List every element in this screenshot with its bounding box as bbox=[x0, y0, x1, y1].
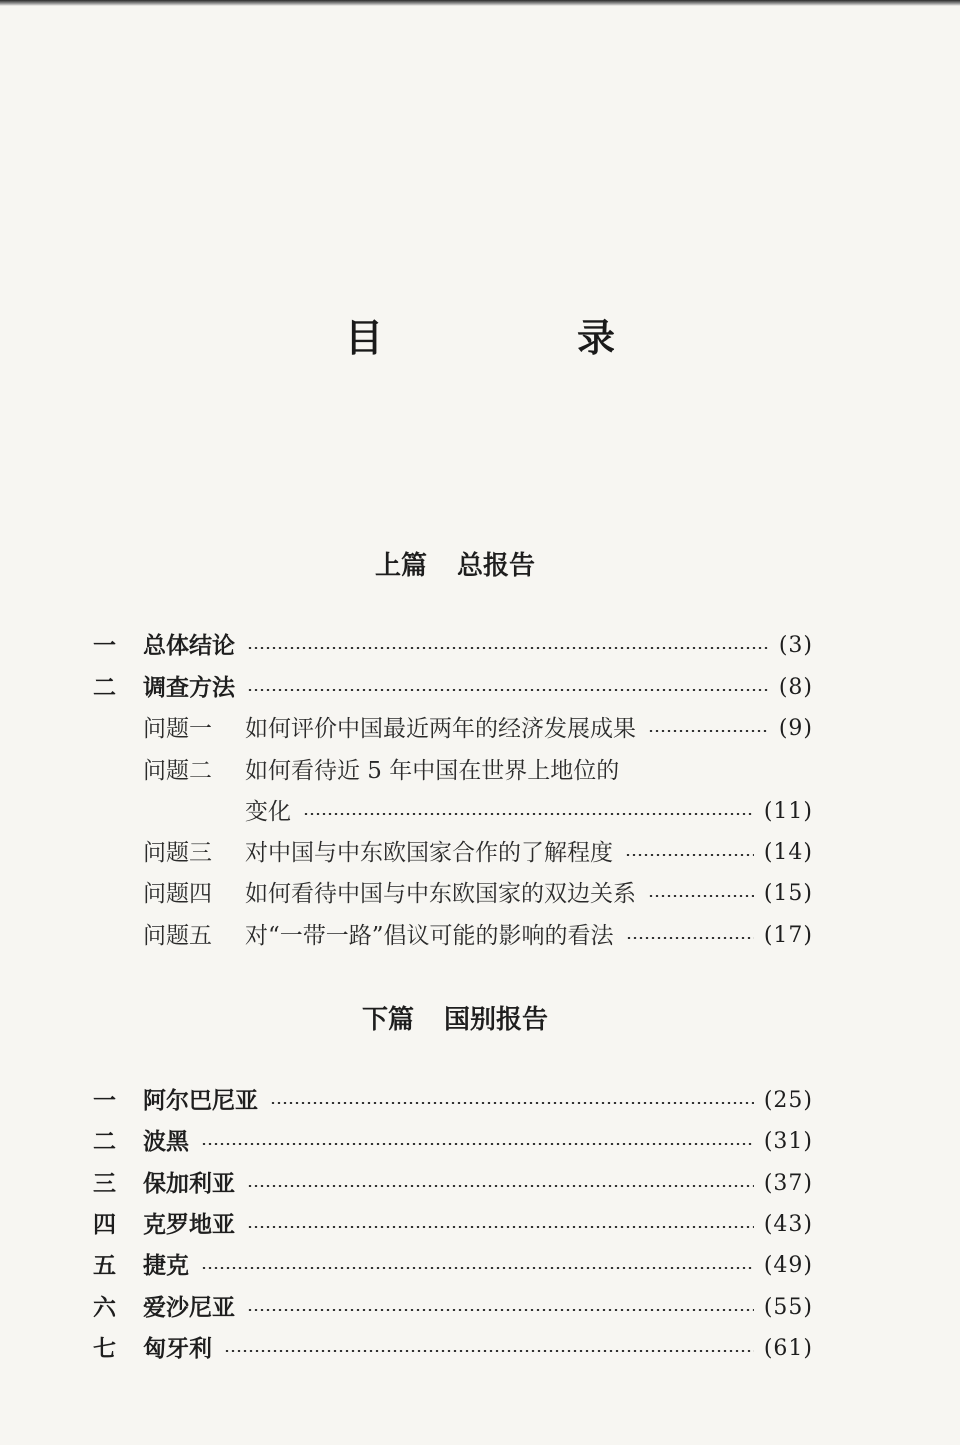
part2-heading bbox=[0, 1002, 910, 1038]
toc-entry[interactable] bbox=[93, 629, 813, 663]
subentry-label: 如何看待中国与中东欧国家的双边关系 bbox=[245, 881, 636, 907]
subentry-prefix: 问题五 bbox=[143, 923, 212, 949]
dot-leader bbox=[247, 647, 769, 649]
entry-page: (37) bbox=[763, 1171, 813, 1196]
entry-page: (15) bbox=[763, 881, 813, 906]
toc-subentry[interactable] bbox=[143, 877, 813, 911]
toc-subentry[interactable] bbox=[143, 712, 813, 746]
entry-page: (9) bbox=[778, 716, 813, 741]
dot-leader bbox=[648, 730, 769, 732]
toc-entry[interactable] bbox=[93, 1125, 813, 1159]
toc-entry[interactable] bbox=[93, 1084, 813, 1118]
entry-number: 一 bbox=[93, 632, 116, 659]
page-top-edge bbox=[0, 0, 960, 6]
part2-heading-label: 下篇 bbox=[361, 1005, 414, 1035]
dot-leader bbox=[247, 1309, 754, 1311]
toc-subentry[interactable] bbox=[143, 754, 813, 788]
toc-subentry[interactable] bbox=[143, 919, 813, 953]
entry-label: 克罗地亚 bbox=[143, 1211, 235, 1238]
dot-leader bbox=[247, 1185, 754, 1187]
entry-number: 一 bbox=[93, 1087, 116, 1114]
subentry-label: 对“一带一路”倡议可能的影响的看法 bbox=[245, 923, 614, 949]
entry-page: (31) bbox=[763, 1129, 813, 1154]
part1-heading-label: 上篇 bbox=[374, 551, 427, 581]
toc-entry[interactable] bbox=[93, 671, 813, 705]
entry-page: (14) bbox=[763, 840, 813, 865]
dot-leader bbox=[201, 1267, 754, 1269]
entry-number: 四 bbox=[93, 1211, 116, 1238]
subentry-prefix: 问题一 bbox=[143, 716, 212, 742]
entry-page: (61) bbox=[763, 1336, 813, 1361]
page-title: 目 录 bbox=[344, 315, 693, 360]
entry-number: 二 bbox=[93, 674, 116, 701]
entry-number: 二 bbox=[93, 1128, 116, 1155]
entry-label: 总体结论 bbox=[143, 632, 235, 659]
toc-subentry[interactable] bbox=[143, 836, 813, 870]
entry-page: (17) bbox=[763, 923, 813, 948]
subentry-label: 对中国与中东欧国家合作的了解程度 bbox=[245, 840, 613, 866]
toc-entry[interactable] bbox=[93, 1291, 813, 1325]
entry-page: (43) bbox=[763, 1212, 813, 1237]
entry-page: (3) bbox=[778, 633, 813, 658]
dot-leader bbox=[201, 1143, 754, 1145]
subentry-prefix: 问题三 bbox=[143, 840, 212, 866]
dot-leader bbox=[224, 1350, 754, 1352]
entry-label: 爱沙尼亚 bbox=[143, 1294, 235, 1321]
entry-label: 匈牙利 bbox=[143, 1335, 212, 1362]
toc-entry[interactable] bbox=[93, 1208, 813, 1242]
dot-leader bbox=[648, 895, 754, 897]
dot-leader bbox=[247, 689, 769, 691]
entry-number: 六 bbox=[93, 1294, 116, 1321]
subentry-label: 如何看待近 5 年中国在世界上地位的 bbox=[245, 758, 620, 784]
part1-heading-title: 总报告 bbox=[457, 551, 536, 581]
entry-page: (8) bbox=[778, 675, 813, 700]
entry-page: (49) bbox=[763, 1253, 813, 1278]
subentry-prefix: 问题二 bbox=[143, 758, 212, 784]
dot-leader bbox=[625, 854, 754, 856]
entry-page: (55) bbox=[763, 1295, 813, 1320]
entry-label: 波黑 bbox=[143, 1128, 189, 1155]
subentry-prefix: 问题四 bbox=[143, 881, 212, 907]
entry-label: 捷克 bbox=[143, 1252, 189, 1279]
entry-label: 保加利亚 bbox=[143, 1170, 235, 1197]
dot-leader bbox=[247, 1226, 754, 1228]
entry-page: (25) bbox=[763, 1088, 813, 1113]
entry-number: 五 bbox=[93, 1252, 116, 1279]
entry-label: 调查方法 bbox=[143, 674, 235, 701]
toc-entry[interactable] bbox=[93, 1167, 813, 1201]
toc-subentry-continuation[interactable] bbox=[245, 795, 813, 829]
part1-heading bbox=[0, 548, 910, 584]
dot-leader bbox=[626, 937, 754, 939]
dot-leader bbox=[270, 1102, 754, 1104]
entry-number: 七 bbox=[93, 1335, 116, 1362]
toc-entry[interactable] bbox=[93, 1249, 813, 1283]
subentry-label-continued: 变化 bbox=[245, 799, 291, 825]
entry-label: 阿尔巴尼亚 bbox=[143, 1087, 258, 1114]
dot-leader bbox=[303, 813, 754, 815]
entry-page: (11) bbox=[763, 799, 813, 824]
part2-heading-title: 国别报告 bbox=[444, 1005, 549, 1035]
toc-entry[interactable] bbox=[93, 1332, 813, 1366]
subentry-label: 如何评价中国最近两年的经济发展成果 bbox=[245, 716, 636, 742]
entry-number: 三 bbox=[93, 1170, 116, 1197]
